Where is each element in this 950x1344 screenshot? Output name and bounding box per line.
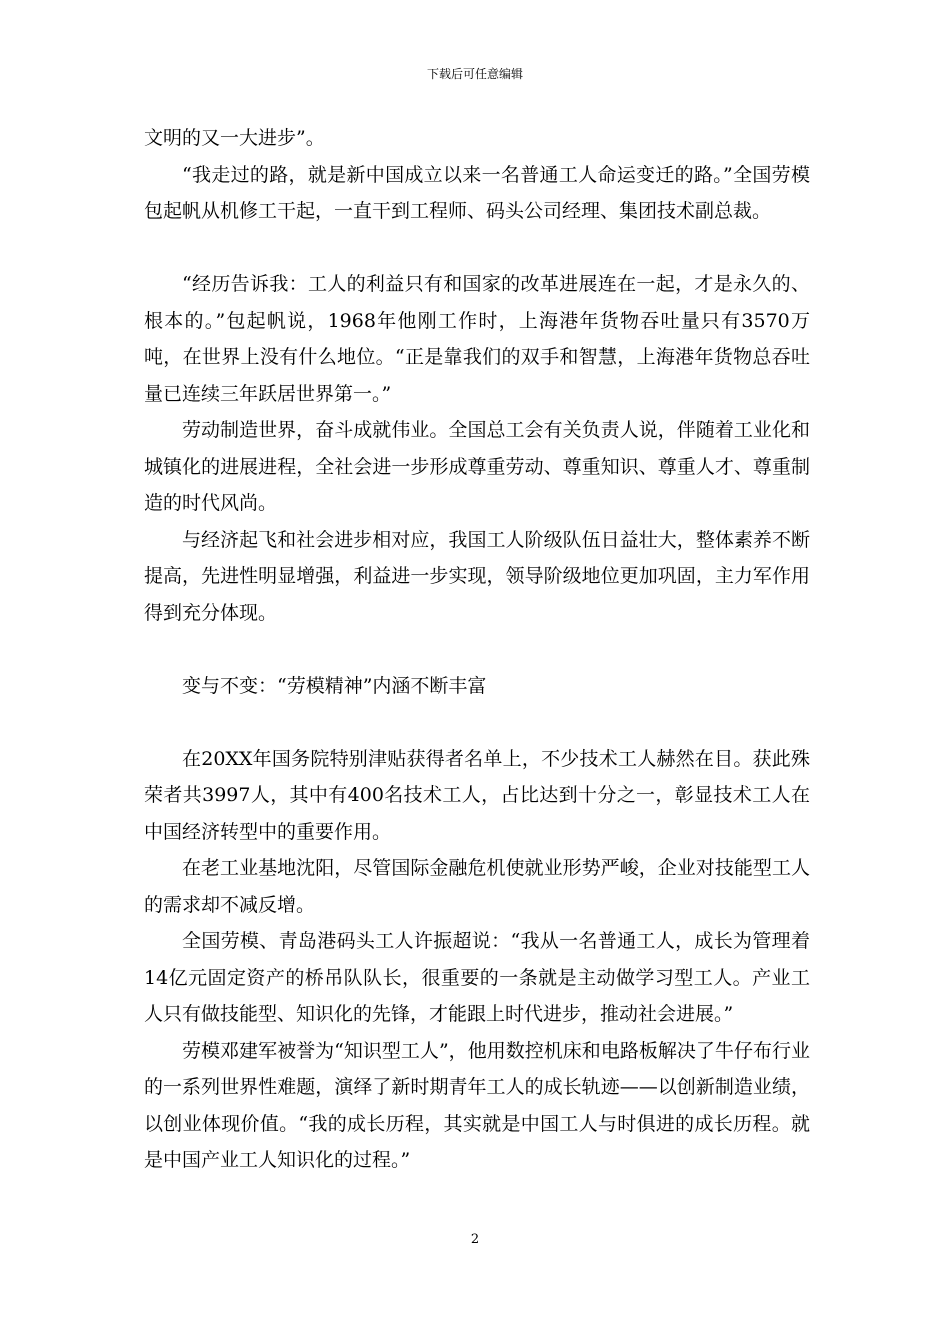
section-heading: 变与不变：“劳模精神”内涵不断丰富 (182, 674, 487, 697)
paragraph-gap (144, 230, 810, 267)
paragraph-gap (144, 704, 810, 741)
paragraph-gap (144, 631, 810, 668)
paragraph-continuation: 文明的又一大进步”。 (144, 127, 325, 149)
page-header: 下载后可任意编辑 (426, 67, 523, 81)
document-body (144, 120, 810, 1179)
paragraph: “经历告诉我：工人的利益只有和国家的改革进展连在一起，才是永久的、根本的。”包起帆说，1968年他刚工作时，上海港年货物吞吐量只有3570万吨，在世界上没有什么地位。“正是靠我们的双手和智慧，上海港年货物总吞吐量已连续三年跃居世界第一。” (144, 273, 810, 405)
paragraph: 劳动制造世界，奋斗成就伟业。全国总工会有关负责人说，伴随着工业化和城镇化的进展进程，全社会进一步形成尊重劳动、尊重知识、尊重人才、尊重制造的时代风尚。 (144, 419, 810, 514)
paragraph: 在20XX年国务院特别津贴获得者名单上，不少技术工人赫然在目。获此殊荣者共3997人，其中有400名技术工人，占比达到十分之一，彰显技术工人在中国经济转型中的重要作用。 (144, 747, 810, 843)
paragraph: 在老工业基地沈阳，尽管国际金融危机使就业形势严峻，企业对技能型工人的需求却不减反增。 (144, 857, 810, 916)
page-number: 2 (470, 1232, 480, 1247)
paragraph: “我走过的路，就是新中国成立以来一名普通工人命运变迁的路。”全国劳模包起帆从机修工干起，一直干到工程师、码头公司经理、集团技术副总裁。 (144, 163, 810, 222)
paragraph: 与经济起飞和社会进步相对应，我国工人阶级队伍日益壮大，整体素养不断提高，先进性明显增强，利益进一步实现，领导阶级地位更加巩固，主力军作用得到充分体现。 (144, 528, 810, 624)
paragraph: 全国劳模、青岛港码头工人许振超说：“我从一名普通工人，成长为管理着14亿元固定资产的桥吊队队长，很重要的一条就是主动做学习型工人。产业工人只有做技能型、知识化的先锋，才能跟上时代进步，推动社会进展。” (144, 930, 810, 1025)
paragraph: 劳模邓建军被誉为“知识型工人”，他用数控机床和电路板解决了牛仔布行业的一系列世界性难题，演绎了新时期青年工人的成长轨迹——以创新制造业绩，以创业体现价值。“我的成长历程，其实就是中国工人与时俱进的成长历程。就是中国产业工人知识化的过程。” (144, 1039, 810, 1171)
